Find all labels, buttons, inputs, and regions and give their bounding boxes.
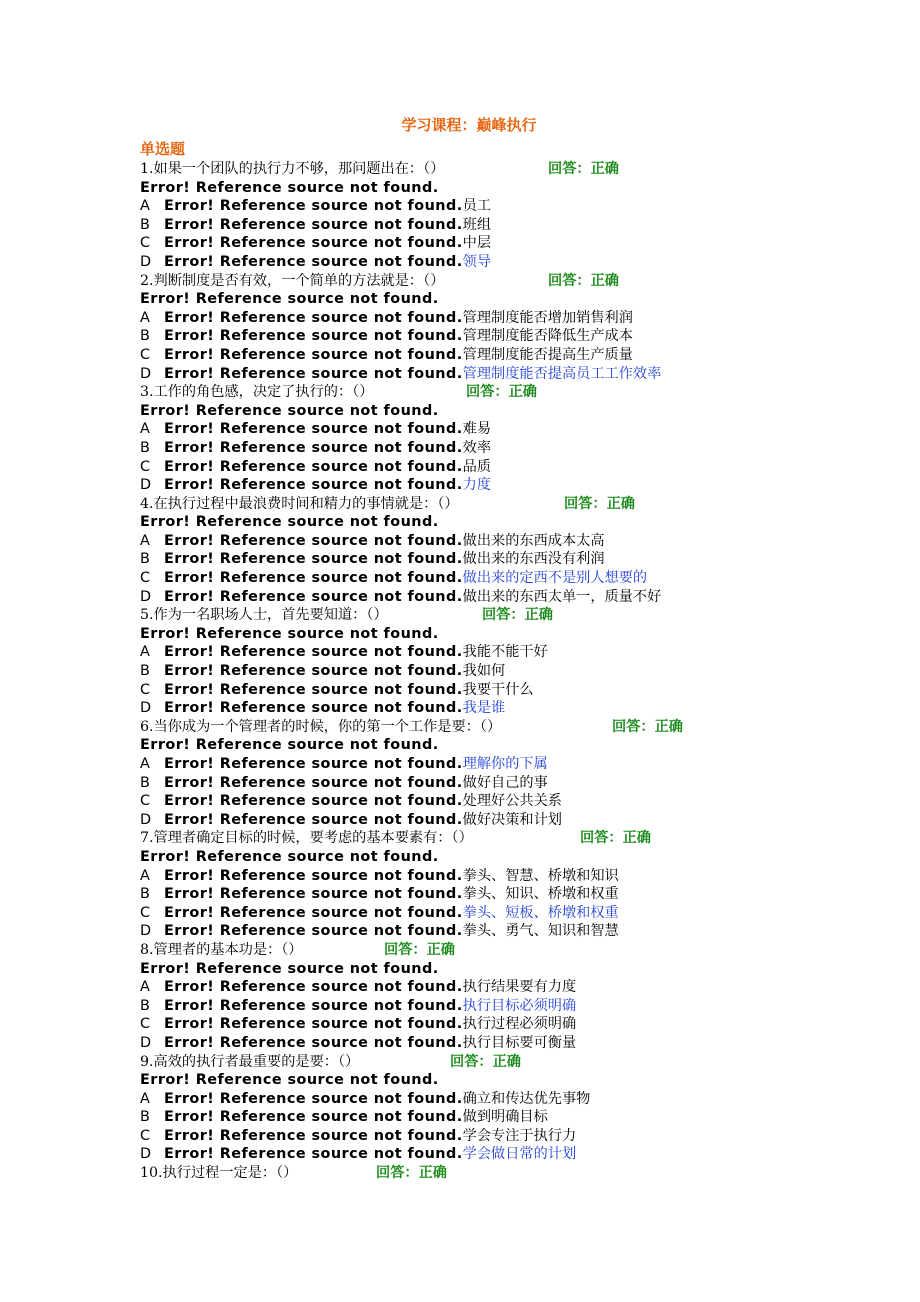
reference-error-text: Error! Reference source not found. bbox=[164, 663, 463, 680]
reference-error-text: Error! Reference source not found. bbox=[164, 997, 463, 1014]
reference-error bbox=[140, 1071, 800, 1090]
option-text: 我能不能干好 bbox=[462, 644, 548, 661]
reference-error-text: Error! Reference source not found. bbox=[164, 365, 463, 382]
question-text: 10.执行过程一定是：（） bbox=[140, 1165, 298, 1182]
option-letter: C bbox=[140, 570, 151, 587]
reference-error-text: Error! Reference source not found. bbox=[164, 811, 463, 828]
reference-error-text: Error! Reference source not found. bbox=[164, 328, 463, 345]
question-text: 2.判断制度是否有效，一个简单的方法就是：（） bbox=[140, 272, 445, 289]
question-block bbox=[140, 718, 800, 830]
reference-error-text: Error! Reference source not found. bbox=[164, 198, 463, 215]
option-letter: B bbox=[140, 774, 150, 791]
option-letter: C bbox=[140, 1016, 151, 1033]
option-letter: D bbox=[140, 477, 152, 494]
option-line[interactable] bbox=[140, 588, 800, 607]
reference-error-text: Error! Reference source not found. bbox=[164, 904, 463, 921]
reference-error-text: Error! Reference source not found. bbox=[140, 737, 439, 754]
reference-error-text: Error! Reference source not found. bbox=[140, 514, 439, 531]
question-line bbox=[140, 1053, 800, 1072]
option-text: 力度 bbox=[462, 477, 492, 494]
option-text: 做出来的东西成本太高 bbox=[462, 532, 605, 549]
option-line[interactable] bbox=[140, 439, 800, 458]
answer-status: 回答：正确 bbox=[450, 1053, 521, 1070]
option-line[interactable] bbox=[140, 476, 800, 495]
option-line[interactable] bbox=[140, 662, 800, 681]
question-line bbox=[140, 829, 800, 848]
option-line[interactable] bbox=[140, 1015, 800, 1034]
answer-status: 回答：正确 bbox=[482, 607, 553, 624]
option-letter: D bbox=[140, 1146, 152, 1163]
option-text: 拳头、智慧、桥墩和知识 bbox=[462, 867, 619, 884]
option-line[interactable] bbox=[140, 811, 800, 830]
reference-error-text: Error! Reference source not found. bbox=[164, 923, 463, 940]
reference-error bbox=[140, 290, 800, 309]
reference-error bbox=[140, 736, 800, 755]
reference-error-text: Error! Reference source not found. bbox=[164, 253, 463, 270]
option-text: 做出来的东西太单一，质量不好 bbox=[462, 588, 662, 605]
question-block bbox=[140, 495, 800, 607]
option-line[interactable] bbox=[140, 643, 800, 662]
option-line[interactable] bbox=[140, 699, 800, 718]
option-letter: A bbox=[140, 532, 150, 549]
question-text: 9.高效的执行者最重要的是要：（） bbox=[140, 1053, 360, 1070]
option-text: 我是谁 bbox=[462, 700, 506, 717]
option-letter: B bbox=[140, 997, 150, 1014]
option-text: 学会专注于执行力 bbox=[462, 1127, 577, 1144]
question-text: 4.在执行过程中最浪费时间和精力的事情就是：（） bbox=[140, 495, 459, 512]
option-text: 理解你的下属 bbox=[462, 756, 548, 772]
reference-error-text: Error! Reference source not found. bbox=[164, 867, 463, 884]
reference-error bbox=[140, 402, 800, 421]
option-line[interactable] bbox=[140, 755, 800, 774]
question-block bbox=[140, 1053, 800, 1165]
question-line bbox=[140, 606, 800, 625]
answer-status: 回答：正确 bbox=[376, 1165, 447, 1182]
question-block bbox=[140, 941, 800, 1053]
reference-error bbox=[140, 960, 800, 979]
option-line[interactable] bbox=[140, 327, 800, 346]
option-line[interactable] bbox=[140, 997, 800, 1016]
reference-error-text: Error! Reference source not found. bbox=[164, 1109, 463, 1126]
option-line[interactable] bbox=[140, 774, 800, 793]
option-line[interactable] bbox=[140, 922, 800, 941]
option-text: 拳头、勇气、知识和智慧 bbox=[462, 923, 619, 940]
reference-error bbox=[140, 179, 800, 198]
reference-error-text: Error! Reference source not found. bbox=[164, 570, 463, 587]
option-letter: B bbox=[140, 551, 150, 568]
option-text: 执行过程必须明确 bbox=[462, 1016, 577, 1033]
reference-error-text: Error! Reference source not found. bbox=[164, 886, 463, 903]
answer-status: 回答：正确 bbox=[548, 161, 619, 177]
option-letter: A bbox=[140, 979, 150, 996]
option-letter: D bbox=[140, 811, 152, 828]
question-line bbox=[140, 1164, 800, 1183]
option-line[interactable] bbox=[140, 234, 800, 253]
option-text: 我要干什么 bbox=[462, 681, 534, 698]
question-block bbox=[140, 829, 800, 941]
section-heading: 单选题 bbox=[140, 140, 186, 158]
reference-error-text: Error! Reference source not found. bbox=[164, 532, 463, 549]
option-line[interactable] bbox=[140, 904, 800, 923]
option-letter: D bbox=[140, 923, 152, 940]
option-text: 执行目标必须明确 bbox=[462, 997, 577, 1014]
option-letter: D bbox=[140, 1034, 152, 1051]
reference-error-text: Error! Reference source not found. bbox=[164, 793, 463, 810]
reference-error-text: Error! Reference source not found. bbox=[164, 644, 463, 661]
question-text: 1.如果一个团队的执行力不够，那问题出在：（） bbox=[140, 161, 445, 177]
reference-error-text: Error! Reference source not found. bbox=[164, 756, 463, 772]
option-letter: A bbox=[140, 644, 150, 661]
option-text: 学会做日常的计划 bbox=[462, 1146, 577, 1163]
option-letter: A bbox=[140, 198, 150, 215]
option-letter: C bbox=[140, 904, 151, 921]
option-line[interactable] bbox=[140, 550, 800, 569]
question-line bbox=[140, 941, 800, 960]
option-letter: D bbox=[140, 365, 152, 382]
option-text: 做到明确目标 bbox=[462, 1109, 548, 1126]
question-block bbox=[140, 272, 800, 384]
option-letter: A bbox=[140, 756, 150, 772]
reference-error-text: Error! Reference source not found. bbox=[164, 421, 463, 438]
reference-error-text: Error! Reference source not found. bbox=[164, 1146, 463, 1163]
reference-error-text: Error! Reference source not found. bbox=[164, 216, 463, 233]
question-block bbox=[140, 383, 800, 495]
option-letter: A bbox=[140, 421, 150, 438]
question-text: 7.管理者确定目标的时候，要考虑的基本要素有：（） bbox=[140, 830, 473, 847]
reference-error-text: Error! Reference source not found. bbox=[140, 625, 439, 642]
option-line[interactable] bbox=[140, 532, 800, 551]
option-line[interactable] bbox=[140, 1090, 800, 1109]
question-line bbox=[140, 495, 800, 514]
option-text: 我如何 bbox=[462, 663, 506, 680]
question-list bbox=[140, 160, 800, 1183]
option-text: 做好自己的事 bbox=[462, 774, 548, 791]
option-letter: C bbox=[140, 235, 151, 252]
option-text: 执行结果要有力度 bbox=[462, 979, 577, 996]
option-letter: A bbox=[140, 867, 150, 884]
reference-error-text: Error! Reference source not found. bbox=[140, 402, 439, 419]
option-letter: D bbox=[140, 588, 152, 605]
reference-error-text: Error! Reference source not found. bbox=[164, 1034, 463, 1051]
document-page bbox=[140, 112, 800, 1183]
option-text: 做好决策和计划 bbox=[462, 811, 562, 828]
reference-error bbox=[140, 513, 800, 532]
reference-error-text: Error! Reference source not found. bbox=[164, 774, 463, 791]
reference-error-text: Error! Reference source not found. bbox=[140, 960, 439, 977]
option-line[interactable] bbox=[140, 365, 800, 384]
option-text: 管理制度能否提高生产质量 bbox=[462, 346, 633, 363]
option-text: 班组 bbox=[462, 216, 492, 233]
reference-error-text: Error! Reference source not found. bbox=[140, 179, 439, 196]
option-text: 执行目标要可衡量 bbox=[462, 1034, 577, 1051]
option-letter: B bbox=[140, 328, 150, 345]
option-line[interactable] bbox=[140, 253, 800, 272]
reference-error-text: Error! Reference source not found. bbox=[164, 235, 463, 252]
option-text: 领导 bbox=[462, 253, 492, 270]
reference-error-text: Error! Reference source not found. bbox=[140, 1072, 439, 1089]
option-letter: B bbox=[140, 886, 150, 903]
option-line[interactable] bbox=[140, 681, 800, 700]
answer-status: 回答：正确 bbox=[580, 830, 651, 847]
reference-error-text: Error! Reference source not found. bbox=[164, 439, 463, 456]
question-block bbox=[140, 606, 800, 718]
option-line[interactable] bbox=[140, 309, 800, 328]
page-title: 学习课程：巅峰执行 bbox=[401, 116, 537, 134]
reference-error-text: Error! Reference source not found. bbox=[164, 346, 463, 363]
option-line[interactable] bbox=[140, 420, 800, 439]
reference-error bbox=[140, 848, 800, 867]
option-text: 做出来的东西没有利润 bbox=[462, 551, 605, 568]
option-line[interactable] bbox=[140, 346, 800, 365]
answer-status: 回答：正确 bbox=[548, 272, 619, 289]
question-block bbox=[140, 160, 800, 272]
option-text: 员工 bbox=[462, 198, 492, 215]
option-line[interactable] bbox=[140, 1108, 800, 1127]
option-text: 品质 bbox=[462, 458, 492, 475]
option-text: 做出来的定西不是别人想要的 bbox=[462, 570, 648, 587]
option-line[interactable] bbox=[140, 1127, 800, 1146]
answer-status: 回答：正确 bbox=[384, 941, 455, 958]
option-line[interactable] bbox=[140, 1034, 800, 1053]
reference-error-text: Error! Reference source not found. bbox=[164, 477, 463, 494]
question-line bbox=[140, 160, 800, 179]
reference-error-text: Error! Reference source not found. bbox=[164, 309, 463, 326]
reference-error-text: Error! Reference source not found. bbox=[140, 848, 439, 865]
option-text: 处理好公共关系 bbox=[462, 793, 562, 810]
reference-error-text: Error! Reference source not found. bbox=[164, 458, 463, 475]
option-line[interactable] bbox=[140, 216, 800, 235]
option-text: 管理制度能否提高员工工作效率 bbox=[462, 365, 662, 382]
option-letter: B bbox=[140, 216, 150, 233]
question-text: 6.当你成为一个管理者的时候，你的第一个工作是要：（） bbox=[140, 718, 502, 735]
option-letter: B bbox=[140, 439, 150, 456]
question-text: 5.作为一名职场人士，首先要知道：（） bbox=[140, 607, 388, 624]
option-letter: D bbox=[140, 700, 152, 717]
option-line[interactable] bbox=[140, 867, 800, 886]
option-line[interactable] bbox=[140, 885, 800, 904]
option-text: 效率 bbox=[462, 439, 492, 456]
option-letter: B bbox=[140, 663, 150, 680]
reference-error bbox=[140, 625, 800, 644]
reference-error-text: Error! Reference source not found. bbox=[164, 551, 463, 568]
option-text: 难易 bbox=[462, 421, 492, 438]
option-letter: C bbox=[140, 1127, 151, 1144]
option-letter: A bbox=[140, 1090, 150, 1107]
option-letter: D bbox=[140, 253, 152, 270]
reference-error-text: Error! Reference source not found. bbox=[140, 291, 439, 308]
option-text: 拳头、知识、桥墩和权重 bbox=[462, 886, 619, 903]
option-letter: C bbox=[140, 346, 151, 363]
option-letter: A bbox=[140, 309, 150, 326]
question-block bbox=[140, 1164, 800, 1183]
option-text: 确立和传达优先事物 bbox=[462, 1090, 591, 1107]
option-text: 管理制度能否降低生产成本 bbox=[462, 328, 633, 345]
option-line[interactable] bbox=[140, 1145, 800, 1164]
answer-status: 回答：正确 bbox=[612, 718, 683, 735]
question-line bbox=[140, 383, 800, 402]
question-text: 8.管理者的基本功是：（） bbox=[140, 941, 303, 958]
reference-error-text: Error! Reference source not found. bbox=[164, 588, 463, 605]
option-letter: C bbox=[140, 458, 151, 475]
reference-error-text: Error! Reference source not found. bbox=[164, 681, 463, 698]
reference-error-text: Error! Reference source not found. bbox=[164, 979, 463, 996]
option-letter: C bbox=[140, 681, 151, 698]
option-line[interactable] bbox=[140, 792, 800, 811]
option-text: 管理制度能否增加销售利润 bbox=[462, 309, 633, 326]
option-line[interactable] bbox=[140, 569, 800, 588]
option-line[interactable] bbox=[140, 458, 800, 477]
option-letter: B bbox=[140, 1109, 150, 1126]
question-text: 3.工作的角色感，决定了执行的：（） bbox=[140, 384, 374, 401]
answer-status: 回答：正确 bbox=[564, 495, 635, 512]
question-line bbox=[140, 272, 800, 291]
reference-error-text: Error! Reference source not found. bbox=[164, 1090, 463, 1107]
option-text: 拳头、短板、桥墩和权重 bbox=[462, 904, 619, 921]
option-line[interactable] bbox=[140, 978, 800, 997]
option-letter: C bbox=[140, 793, 151, 810]
reference-error-text: Error! Reference source not found. bbox=[164, 1016, 463, 1033]
reference-error-text: Error! Reference source not found. bbox=[164, 700, 463, 717]
answer-status: 回答：正确 bbox=[466, 384, 537, 401]
option-text: 中层 bbox=[462, 235, 492, 252]
option-line[interactable] bbox=[140, 197, 800, 216]
reference-error-text: Error! Reference source not found. bbox=[164, 1127, 463, 1144]
question-line bbox=[140, 718, 800, 737]
